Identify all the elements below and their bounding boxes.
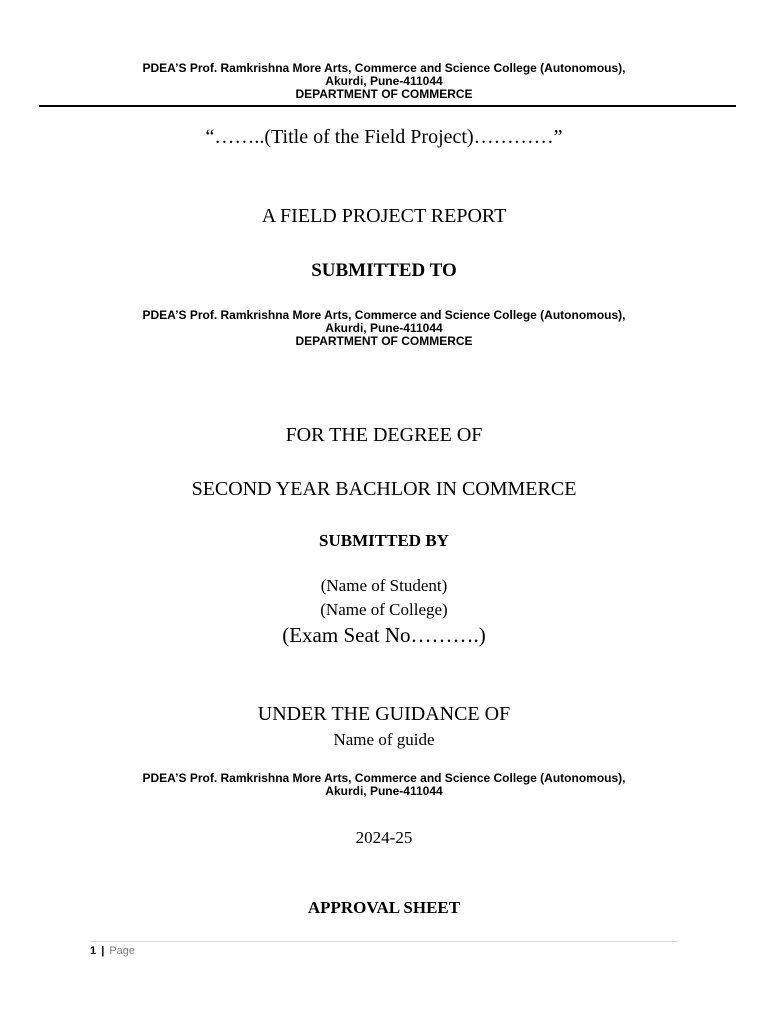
academic-year: 2024-25 (355, 828, 413, 847)
page-separator: | (101, 945, 105, 957)
guidance-heading: UNDER THE GUIDANCE OF (257, 703, 511, 725)
submitted-to-address-line: Akurdi, Pune-411044 (325, 321, 443, 335)
footer-divider (90, 941, 678, 942)
header-department-line: DEPARTMENT OF COMMERCE (295, 87, 473, 101)
submitted-to-department-line: DEPARTMENT OF COMMERCE (295, 334, 473, 348)
submitted-by-heading: SUBMITTED BY (319, 531, 449, 550)
guidance-address-line: Akurdi, Pune-411044 (325, 784, 443, 798)
college-name-placeholder: (Name of College) (320, 600, 448, 619)
exam-seat-placeholder: (Exam Seat No……….) (282, 623, 486, 647)
guide-name-placeholder: Name of guide (333, 730, 435, 749)
submitted-to-institution-line: PDEA’S Prof. Ramkrishna More Arts, Commerce and Science College (Autonomous), (142, 308, 626, 322)
page-label: Page (109, 945, 136, 957)
student-name-placeholder: (Name of Student) (320, 576, 448, 595)
submitted-to-institution (0, 309, 768, 348)
submitted-to-heading: SUBMITTED TO (311, 260, 457, 281)
guidance-institution-line: PDEA’S Prof. Ramkrishna More Arts, Commerce and Science College (Autonomous), (142, 771, 626, 785)
header-institution-line: PDEA’S Prof. Ramkrishna More Arts, Commerce and Science College (Autonomous), (142, 61, 626, 75)
guidance-institution (0, 772, 768, 798)
header-divider (39, 105, 736, 107)
page-number: 1 (90, 945, 97, 957)
page-footer (90, 944, 135, 958)
degree-heading: FOR THE DEGREE OF (285, 424, 483, 446)
page-header (0, 62, 768, 101)
report-type: A FIELD PROJECT REPORT (261, 205, 507, 227)
header-address-line: Akurdi, Pune-411044 (325, 74, 443, 88)
project-title-placeholder: “……..(Title of the Field Project)…………” (205, 126, 563, 148)
degree-name: SECOND YEAR BACHLOR IN COMMERCE (191, 478, 577, 500)
approval-sheet-heading: APPROVAL SHEET (307, 898, 461, 917)
